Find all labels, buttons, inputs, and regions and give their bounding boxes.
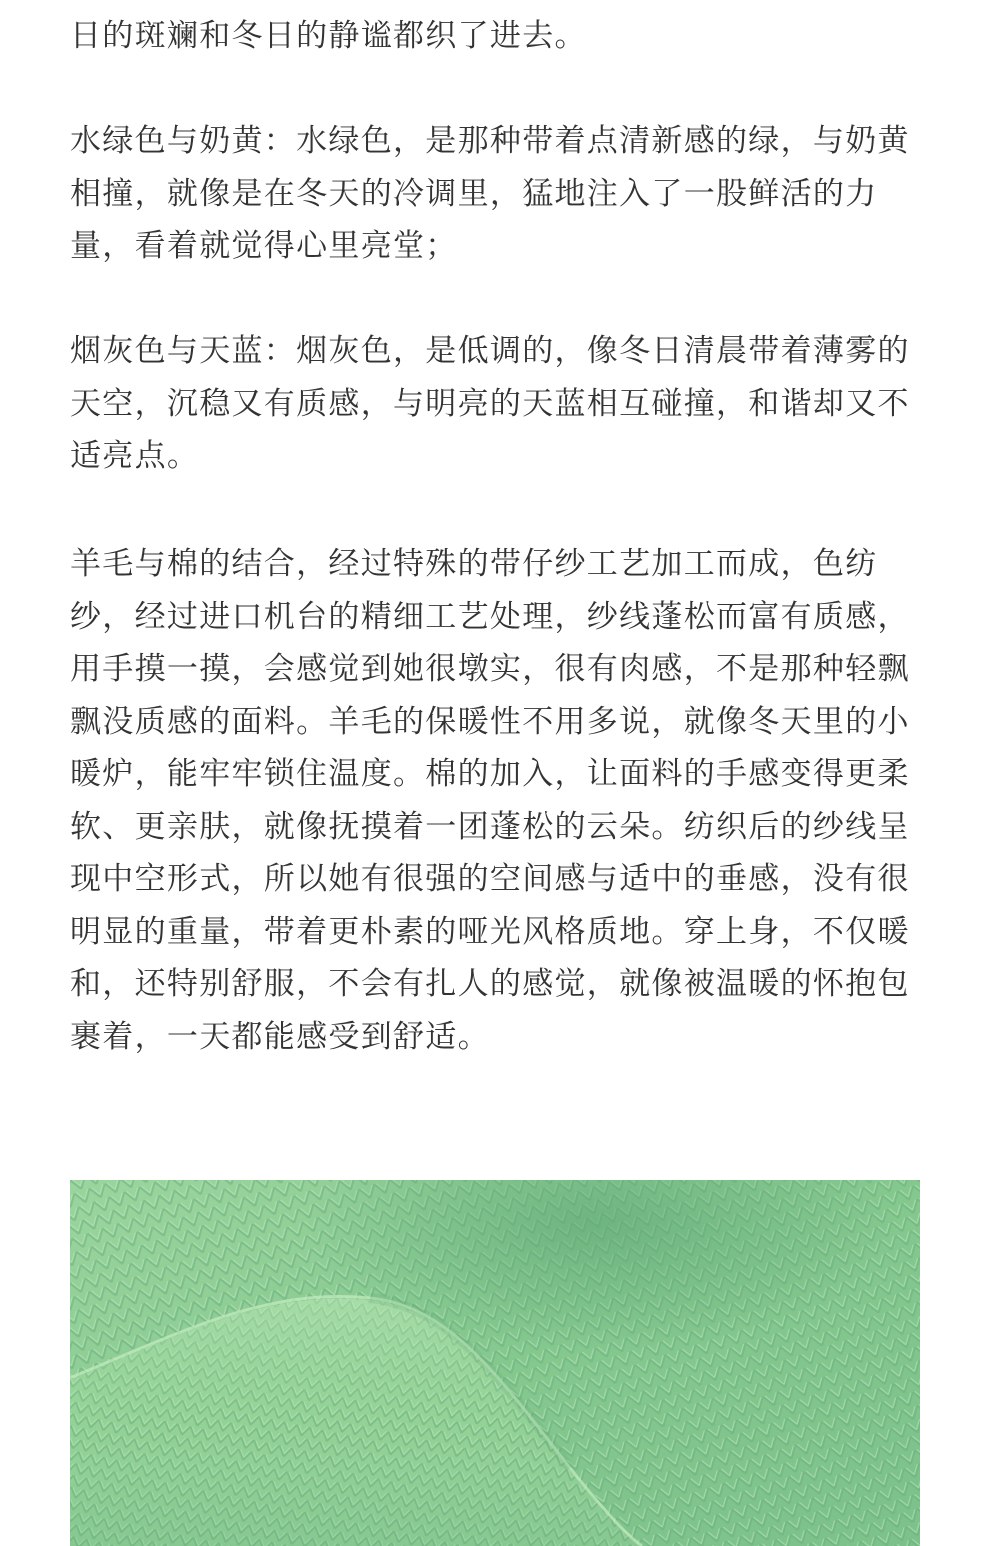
paragraph-fabric: 羊毛与棉的结合，经过特殊的带仔纱工艺加工而成，色纺纱，经过进口机台的精细工艺处理，纱线蓬松而富有质感，用手摸一摸，会感觉到她很墩实，很有肉感，不是那种轻飘飘没质感的面料。羊毛的保暖性不用多说，就像冬天里的小暖炉，能牢牢锁住温度。棉的加入，让面料的手感变得更柔软、更亲肤，就像抚摸着一团蓬松的云朵。纺织后的纱线呈现中空形式，所以她有很强的空间感与适中的垂感，没有很明显的重量，带着更朴素的哑光风格质地。穿上身，不仅暖和，还特别舒服，不会有扎人的感觉，就像被温暖的怀抱包裹着，一天都能感受到舒适。 bbox=[70, 546, 910, 1055]
knit-fabric-photo bbox=[70, 1180, 920, 1546]
paragraph-smoke-sky: 烟灰色与天蓝：烟灰色，是低调的，像冬日清晨带着薄雾的天空，沉稳又有质感，与明亮的天蓝相互碰撞，和谐却又不适亮点。 bbox=[70, 333, 910, 474]
paragraph-intro-end: 日的斑斓和冬日的静谧都织了进去。 bbox=[70, 18, 587, 54]
paragraph-mint-cream: 水绿色与奶黄：水绿色，是那种带着点清新感的绿，与奶黄相撞，就像是在冬天的冷调里，猛地注入了一股鲜活的力量，看着就觉得心里亮堂； bbox=[70, 123, 910, 264]
